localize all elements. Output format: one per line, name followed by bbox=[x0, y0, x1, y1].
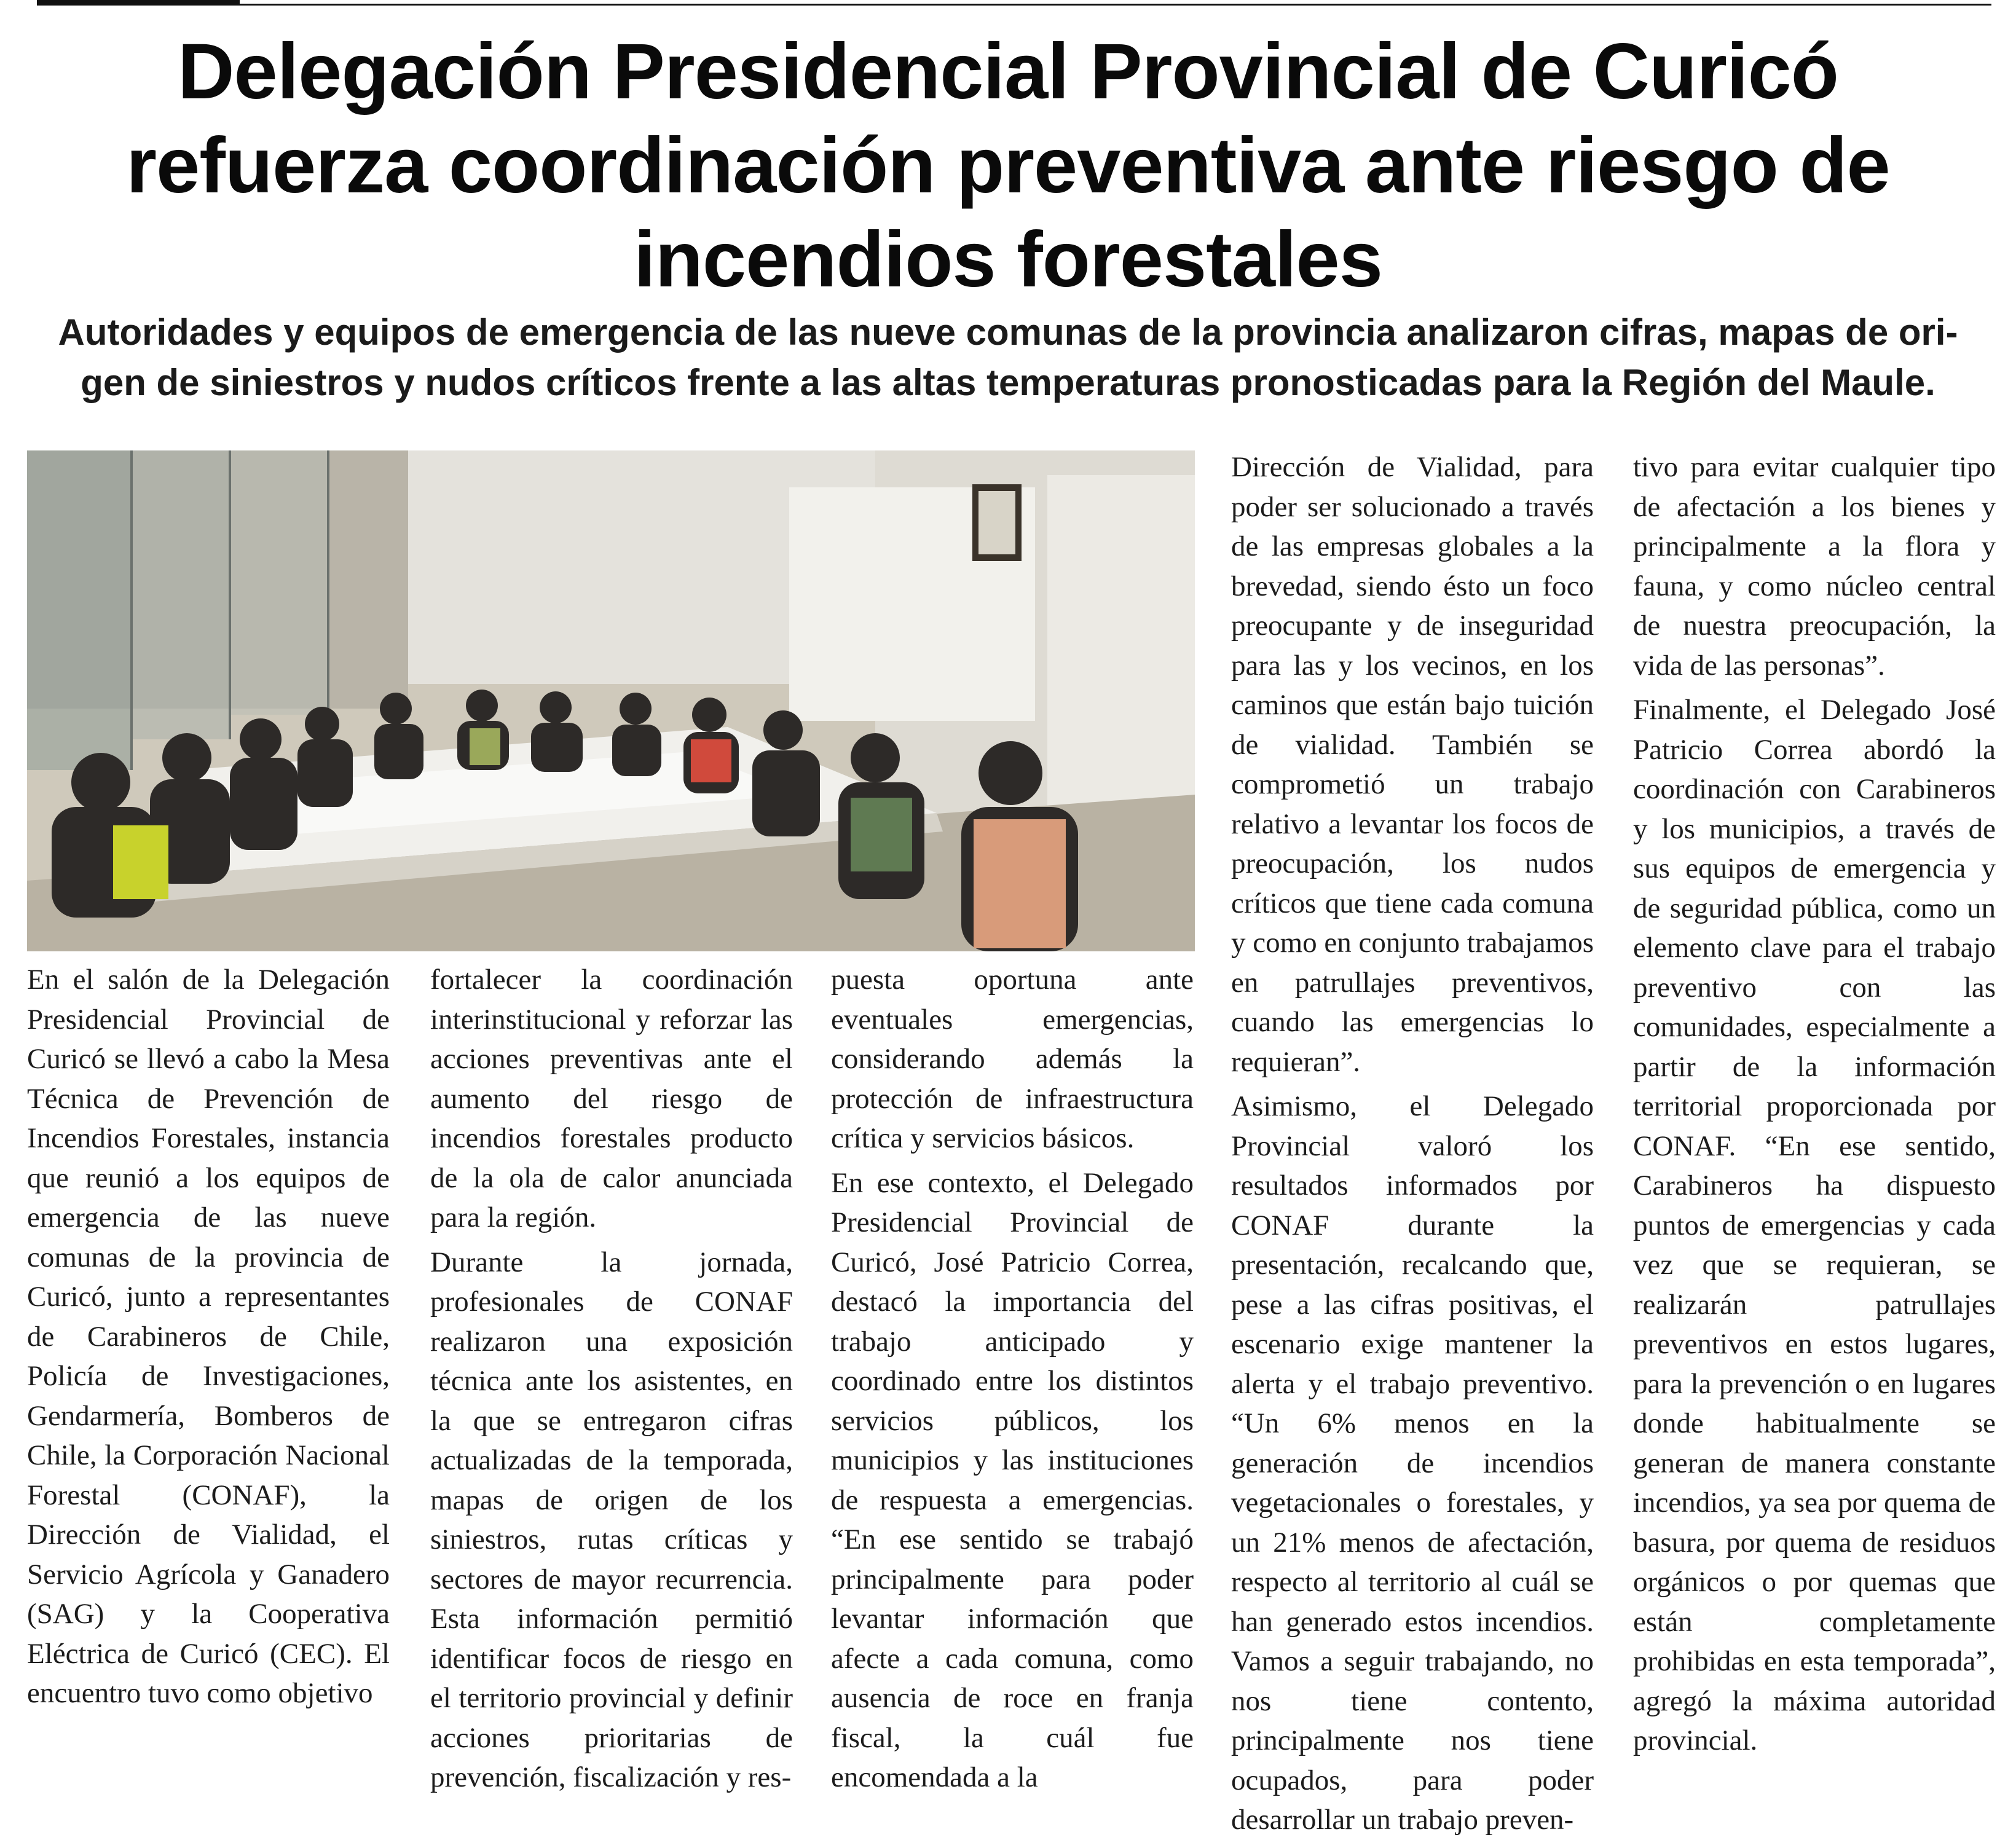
article-column-5 bbox=[1633, 447, 1996, 1761]
article-paragraph: Asimismo, el Delegado Provincial valoró los resultados informados por CONAF durante la presentación, recalcando que, pese a las cifras positivas, el escenario exige mantener la alerta y el trabajo preventivo. “Un 6% menos en la generación de incendios vegetacionales o forestales, y un 21% menos de afectación, respecto al territorio al cuál se han generado estos incendios. Vamos a seguir trabajando, no nos tiene contento, principalmente nos tiene ocupados, para poder desarrollar un trabajo preven- bbox=[1231, 1090, 1594, 1836]
article-column-4 bbox=[1231, 447, 1594, 1840]
article-column-1 bbox=[27, 960, 390, 1713]
meeting-room-illustration bbox=[27, 450, 1195, 951]
article-paragraph: Durante la jornada, profesionales de CONAF realizaron una exposición técnica ante los asistentes, en la que se entregaron cifras actualizadas de la temporada, mapas de origen de los siniestros, rutas críticas y sectores de mayor recurrencia. Esta información permitió identificar focos de riesgo en el territorio provincial y definir acciones prioritarias de prevención, fiscalización y res- bbox=[430, 1246, 793, 1793]
article-paragraph: Dirección de Vialidad, para poder ser solucionado a través de las empresas globales a la brevedad, siendo ésto un foco preocupante y de inseguridad para las y los vecinos, en los caminos que están bajo tuición de vialidad. También se comprometió un trabajo relativo a levantar los focos de preocupación, los nudos críticos que tiene cada comuna y como en conjunto trabajamos en patrullajes preventivos, cuando las emergencias lo requieran”. bbox=[1231, 451, 1594, 1078]
subheadline-line: Autoridades y equipos de emergencia de las nueve comunas de la provincia analizaron cifras, mapas de ori- bbox=[58, 312, 1958, 353]
article-column-2 bbox=[430, 960, 793, 1798]
headline-line: refuerza coordinación preventiva ante riesgo de bbox=[126, 122, 1890, 210]
article-column-3 bbox=[831, 960, 1194, 1798]
meeting-photo bbox=[27, 450, 1195, 951]
article-paragraph: puesta oportuna ante eventuales emergencias, considerando además la protección de infraestructura crítica y servicios básicos. bbox=[831, 964, 1194, 1154]
article-paragraph: tivo para evitar cualquier tipo de afectación a los bienes y principalmente a la flora y fauna, y como núcleo central de nuestra preocupación, la vida de las personas”. bbox=[1633, 451, 1996, 682]
headline-line: incendios forestales bbox=[634, 216, 1382, 304]
top-rule bbox=[37, 4, 1991, 6]
article-paragraph: fortalecer la coordinación interinstitucional y reforzar las acciones preventivas ante el aumento del riesgo de incendios forestales producto de la ola de calor anunciada para la región. bbox=[430, 964, 793, 1233]
article-paragraph: Finalmente, el Delegado José Patricio Correa abordó la coordinación con Carabineros y los municipios, a través de sus equipos de emergencia y de seguridad pública, como un elemento clave para el trabajo preventivo con las comunidades, especialmente a partir de la información territorial proporcionada por CONAF. “En ese sentido, Carabineros ha dispuesto puntos de emergencias y cada vez que se requieran, se realizarán patrullajes preventivos en estos lugares, para la prevención o en lugares donde habitualmente se generan de manera constante incendios, ya sea por quema de basura, por quema de residuos orgánicos o por quemas que están completamente prohibidas en esta temporada”, agregó la máxima autoridad provincial. bbox=[1633, 694, 1996, 1756]
subheadline bbox=[25, 307, 1991, 408]
article-paragraph: En ese contexto, el Delegado Presidencial Provincial de Curicó, José Patricio Correa, destacó la importancia del trabajo anticipado y coordinado entre los distintos servicios públicos, los municipios y las instituciones de respuesta a emergencias. “En ese sentido se trabajó principalmente para poder levantar información que afecte a cada comuna, como ausencia de roce en franja fiscal, la cuál fue encomendada a la bbox=[831, 1166, 1194, 1793]
article-paragraph: En el salón de la Delegación Presidencial Provincial de Curicó se llevó a cabo la Mesa Técnica de Prevención de Incendios Forestales, instancia que reunió a los equipos de emergencia de las nueve comunas de la provincia de Curicó, junto a representantes de Carabineros de Chile, Policía de Investigaciones, Gendarmería, Bomberos de Chile, la Corporación Nacional Forestal (CONAF), la Dirección de Vialidad, el Servicio Agrícola y Ganadero (SAG) y la Cooperativa Eléctrica de Curicó (CEC). El encuentro tuvo como objetivo bbox=[27, 964, 390, 1709]
page-header-rule bbox=[0, 0, 2016, 7]
subheadline-line: gen de siniestros y nudos críticos frente a las altas temperaturas pronosticadas para la Región del Maule. bbox=[81, 362, 1935, 403]
headline bbox=[25, 25, 1991, 307]
headline-line: Delegación Presidencial Provincial de Curicó bbox=[178, 28, 1838, 116]
